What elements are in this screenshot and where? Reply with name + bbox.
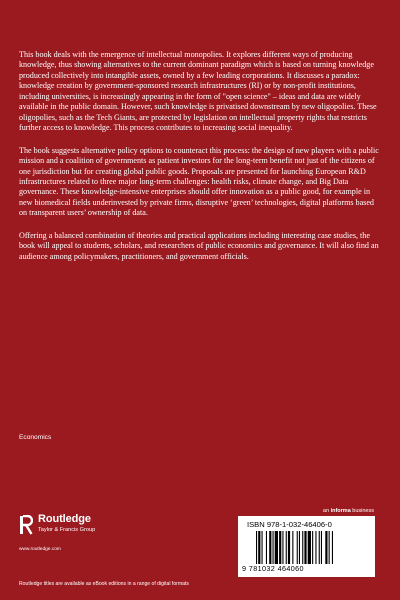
subject-category: Economics <box>19 434 52 441</box>
barcode-block <box>238 516 375 577</box>
ebook-availability-note: Routledge titles are available as eBook editions in a range of digital formats <box>19 581 189 587</box>
blurb-paragraph-1: This book deals with the emergence of intellectual monopolies. It explores different ways of producing knowledge, thus showing alternatives to the current dominant paradigm which is based on turning knowledge produced collectively into intangible assets, owned by a few leading corporations. It discusses a paradox: knowledge creation by government-sponsored research infrastructures (RI) or by non-profit institutions, including universities, is increasingly appearing in the form of "open science" – ideas and data are widely available in the public domain. However, such knowledge is privatised downstream by new oligopolies. These oligopolies, such as the Tech Giants, are protected by legislation on intellectual property rights that restricts further access to knowledge. This process contributes to increasing social inequality. <box>19 50 377 133</box>
blurb-paragraph-3: Offering a balanced combination of theories and practical applications including interesting case studies, the book will appeal to students, scholars, and researchers of public economics and governance. It will also find an audience among policymakers, practitioners, and government officials. <box>19 230 379 261</box>
blurb <box>19 50 381 274</box>
publisher-name: Routledge <box>38 513 91 525</box>
barcode-icon <box>256 531 366 567</box>
barcode-digits: 9 781032 464060 <box>242 564 304 573</box>
informa-business-tagline <box>323 508 374 514</box>
publisher-group: Taylor & Francis Group <box>38 527 96 533</box>
blurb-paragraph-2: The book suggests alternative policy options to counteract this process: the design of new players with a public mission and a coalition of governments as patient investors for the long-term benefit not just of the citizens of one jurisdiction but for creating global public goods. Proposals are presented for launching European R&D infrastructures related to three major long-term challenges: health risks, climate change, and Big Data governance. These knowledge-intensive enterprises should offer innovation as a public good, for example in new biomedical fields underinvested by private firms, disruptive ‘green’ technologies, digital platforms based on transparent users’ ownership of data. <box>19 145 379 218</box>
publisher-logo <box>19 513 129 547</box>
informa-brand: informa <box>330 508 351 514</box>
publisher-website: www.routledge.com <box>19 547 61 552</box>
informa-prefix: an <box>322 508 331 514</box>
informa-suffix: business <box>350 508 374 514</box>
routledge-r-icon <box>19 515 33 535</box>
isbn-label: ISBN 978-1-032-46406-0 <box>247 520 332 529</box>
